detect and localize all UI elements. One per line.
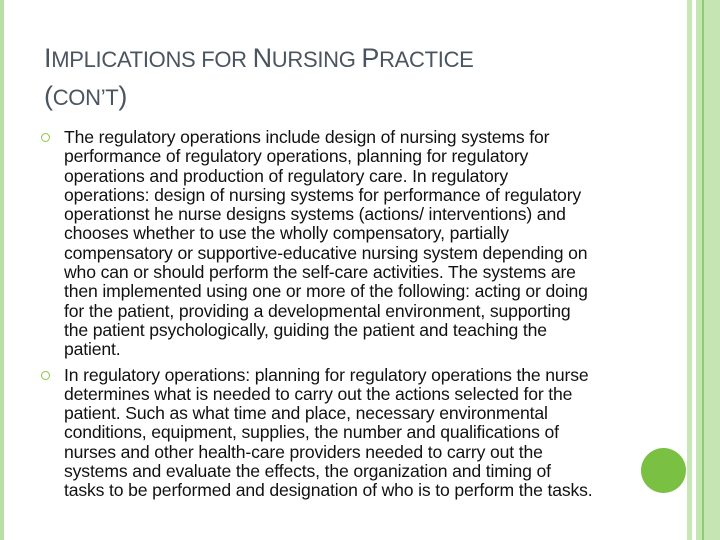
bullet-text-line: patient. Such as what time and place, necessary environmental <box>64 403 548 424</box>
bullet-text-line: for the patient, providing a developmental environment, supporting <box>64 300 571 321</box>
bullet-text-line: systems and evaluate the effects, the organization and timing of <box>64 461 551 482</box>
title-text: CON’T <box>52 85 119 110</box>
bullet-item <box>40 366 690 501</box>
bullet-text-line: who can or should perform the self-care activities. The systems are <box>64 262 576 283</box>
bullet-text-line: conditions, equipment, supplies, the number and qualifications of <box>64 422 559 443</box>
title-initial: I <box>44 43 52 73</box>
right-border-band <box>696 0 720 540</box>
bullet-text-line: nurses and other health-care providers needed to carry out the <box>64 441 543 462</box>
bullet-text-line: the patient psychologically, guiding the patient and teaching the <box>64 319 547 340</box>
bullet-text-line: patient. <box>64 339 121 360</box>
bullet-circle-icon <box>41 133 50 142</box>
bullet-text-line: compensatory or supportive-educative nursing system depending on <box>64 242 588 263</box>
title-paren: ( <box>44 81 53 111</box>
bullet-text-line: operations: design of nursing systems for performance of regulatory <box>64 184 582 205</box>
bullet-text-line: operationst he nurse designs systems (actions/ interventions) and <box>64 204 566 225</box>
left-border <box>0 0 4 540</box>
bullet-text-line: tasks to be performed and designation of who is to perform the tasks. <box>64 480 593 501</box>
bullet-text-line: The regulatory operations include design of nursing systems for <box>64 127 550 147</box>
bullet-text-line: operations and production of regulatory care. In regulatory <box>64 165 508 186</box>
title-initial: N <box>252 43 272 73</box>
bullet-text-line: In regulatory operations: planning for regulatory operations the nurse <box>64 364 589 385</box>
bullet-text-line: performance of regulatory operations, planning for regulatory <box>64 146 529 167</box>
right-border-line <box>702 0 704 540</box>
bullet-text-line: determines what is needed to carry out the actions selected for the <box>64 383 573 404</box>
bullet-list <box>40 128 690 507</box>
title-initial: P <box>361 43 380 73</box>
title-text: RACTICE <box>379 47 474 72</box>
bullet-text-line: chooses whether to use the wholly compensatory, partially <box>64 223 509 244</box>
title-text: URSING <box>271 47 362 72</box>
bullet-text-line: then implemented using one or more of the following: acting or doing <box>64 281 588 302</box>
title-paren: ) <box>118 81 128 111</box>
bullet-item <box>40 128 690 360</box>
slide-title <box>44 40 474 116</box>
green-circle-decoration <box>641 448 686 493</box>
bullet-circle-icon <box>41 371 50 380</box>
title-text: MPLICATIONS FOR <box>51 47 253 72</box>
